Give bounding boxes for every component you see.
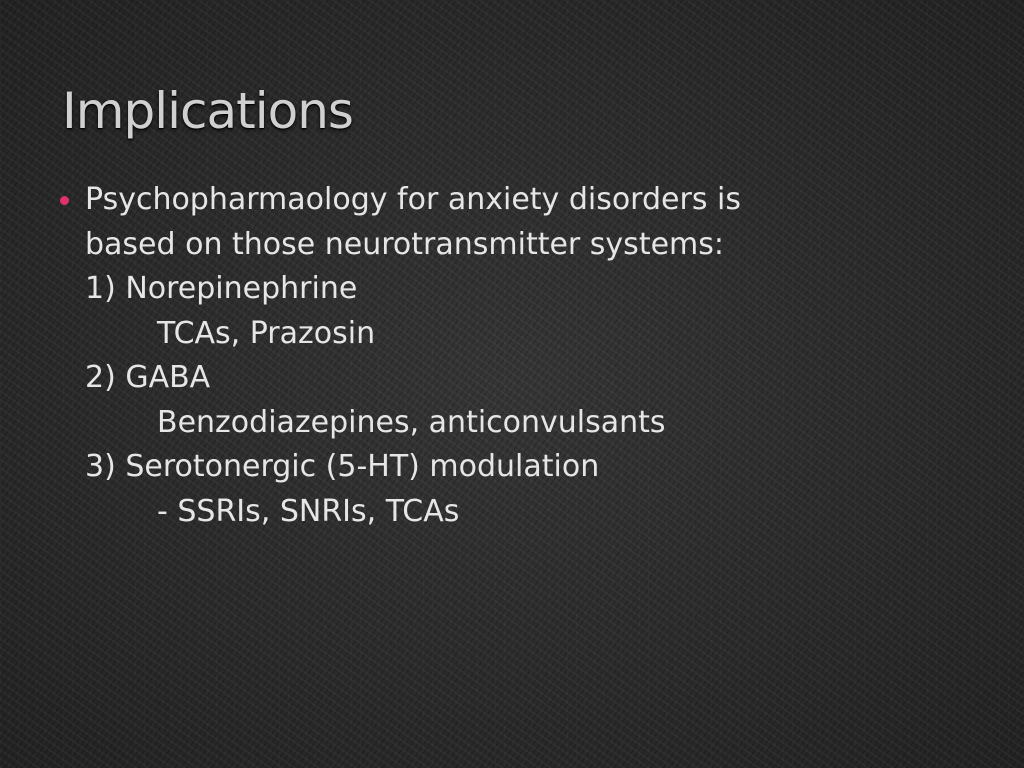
body-line: 3) Serotonergic (5-HT) modulation [85, 449, 600, 484]
body-line-indented: Benzodiazepines, anticonvulsants [157, 404, 666, 440]
body-line: based on those neurotransmitter systems: [85, 226, 724, 262]
body-line: Psychopharmaology for anxiety disorders is [85, 182, 741, 217]
body-line-indented: - SSRIs, SNRIs, TCAs [157, 493, 460, 529]
body-line: 1) Norepinephrine [85, 271, 358, 306]
body-line: 2) GABA [85, 360, 211, 395]
bullet-dot-icon [60, 196, 69, 205]
body-line-indented: TCAs, Prazosin [157, 315, 376, 351]
bullet-text [85, 178, 960, 534]
slide-body [60, 178, 960, 534]
slide-title: Implications [62, 82, 353, 140]
bullet-item [60, 178, 960, 534]
